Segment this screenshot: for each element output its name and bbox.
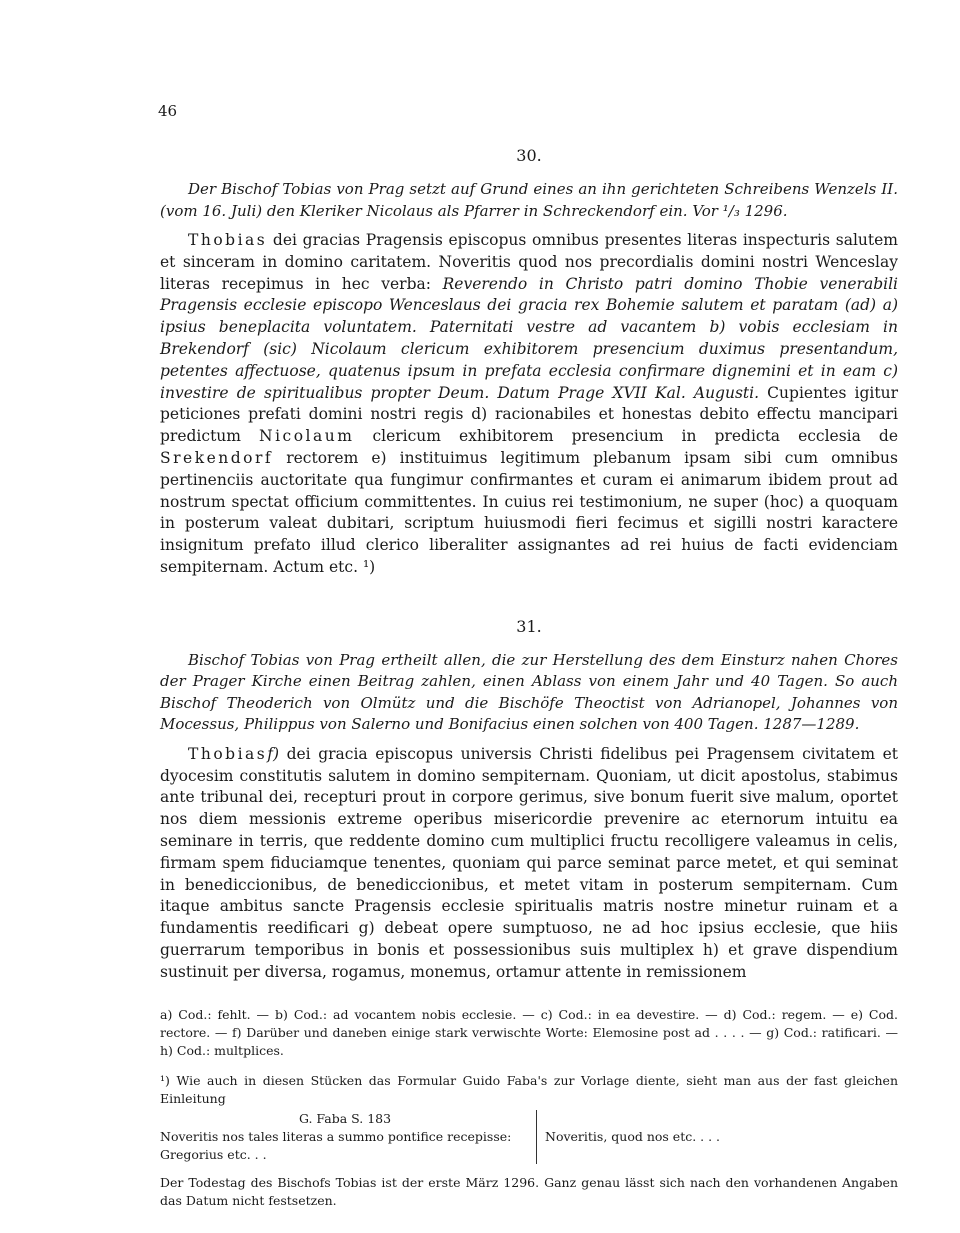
source-reference: G. Faba S. 183 bbox=[298, 1110, 392, 1126]
footnotes bbox=[160, 1006, 898, 1210]
document-body bbox=[160, 230, 898, 579]
place-name: Srekendorf bbox=[160, 448, 274, 467]
comparison-text: Noveritis nos tales literas a summo pontifice recepisse: bbox=[160, 1128, 512, 1144]
comparison-text: Gregorius etc. . . bbox=[160, 1146, 267, 1162]
issuer-name: Thobias bbox=[188, 744, 268, 763]
page-number: 46 bbox=[158, 102, 178, 120]
footnote-apparatus: a) Cod.: fehlt. — b) Cod.: ad vocantem nobis ecclesie. — c) Cod.: in ea devestire. — d) Cod.: regem. — e) Cod. rectore. — f) Darüber und daneben einige stark verwischte Worte: Elemosine post ad . . . . — g) Cod.: ratificari. — h) Cod.: multplices. bbox=[160, 1006, 898, 1058]
issuer-name: Thobias bbox=[188, 231, 268, 249]
document-summary: Bischof Tobias von Prag ertheilt allen, die zur Herstellung des dem Einsturz nahen Chores der Prager Kirche einen Beitrag zahlen, einen Ablass von einem Jahr und 40 Tagen. So auch Bischof Theoderich von Olmütz und die Bischöfe Theoctist von Adrianopel, Johannes von Mocessus, Philippus von Salerno und Bonifacius einen solchen von 400 Tagen. 1287—1289. bbox=[160, 650, 898, 734]
document-summary: Der Bischof Tobias von Prag setzt auf Grund eines an ihn gerichteten Schreibens Wenzels II. (vom 16. Juli) den Kleriker Nicolaus als Pfarrer in Schreckendorf ein. Vor ¹/₃ 1296. bbox=[160, 180, 898, 220]
body-segment: Cupientes igitur peticiones prefati domini nostri regis d) racionabiles et honestas debito effectu mancipari predictum bbox=[160, 383, 899, 446]
footnote-marker: f) bbox=[267, 744, 280, 763]
quoted-letter: Reverendo in Christo patri domino Thobie venerabili Pragensis ecclesie episcopo Wenceslaus dei gracia rex Bohemie salutem et paratam (ad) a) ipsius beneplacita voluntatem. Paternitati vestre ad vacantem b) vobis ecclesiam in Brekendorf (sic) Nicolaum clericum exhibitorem presencium duximus presentandum, petentes affectuose, quatenus ipsum in prefata ecclesia confirmare dignemini et in eam c) investire de spiritualibus propter Deum. Datum Prage XVII Kal. Augusti. bbox=[160, 274, 898, 402]
body-segment: clericum exhibitorem presencium in predicta ecclesia de bbox=[354, 427, 898, 446]
document-number: 31. bbox=[516, 616, 542, 636]
page-content bbox=[160, 0, 898, 1210]
body-segment: dei gracia episcopus universis Christi fidelibus pei Pragensem civitatem et dyocesim constitutis salutem in domino sempiternam. Quoniam, ut dicit apostolus, stabimus ante tribunal dei, recepturi prout in corpore gerimus, sive bonum fuerit sive malum, oportet nos diem messionis extreme operibus misericordie prevenire ac eternorum intuitu ea seminare in terris, que reddente domino cum multiplici fructu recolligere valeamus in celis, firmam spem fiduciamque tenentes, quoniam qui parce seminat parce metet, et qui seminat in benediccionibus, de benediccionibus, et metet vitam in posterum sempiternam. Cum itaque ambitus sancte Pragensis ecclesie spiritualis matris nostre minetur ruinam et a fundamentis reedificari g) debeat opere sumptuoso, ne ad hoc ipsius ecclesie, que hiis guerrarum temporibus in bonis et possessionibus suis multiplex h) et grave dispendium sustinuit per diversa, rogamus, monemus, ortamur attente in remissionem bbox=[160, 744, 898, 981]
document-body bbox=[160, 744, 898, 984]
comparison-table bbox=[160, 1110, 898, 1164]
comparison-left bbox=[160, 1110, 537, 1164]
body-segment: rectorem e) instituimus legitimum plebanum ipsam sibi cum omnibus pertinenciis auctoritate qua fungimur confirmantes et curam ei animarum ibidem prout ad nostrum spectat officium committentes. In cuius rei testimonium, ne super (hoc) a quoquam in posterum valeat dubitari, scriptum huiusmodi fieri fecimus et sigilli nostri karactere insignitum prefato illud clerico liberaliter assignantes ad rei huius de facti evidenciam sempiternam. Actum etc. ¹) bbox=[160, 448, 898, 576]
comparison-right: Noveritis, quod nos etc. . . . bbox=[545, 1128, 721, 1144]
footnote-note: ¹) Wie auch in diesen Stücken das Formular Guido Faba's zur Vorlage diente, sieht man aus der fast gleichen Einleitung bbox=[160, 1072, 898, 1106]
person-name: Nicolaum bbox=[259, 427, 355, 446]
footnote-note: Der Todestag des Bischofs Tobias ist der erste März 1296. Ganz genau lässt sich nach den vorhandenen Angaben das Datum nicht festsetzen. bbox=[160, 1174, 898, 1208]
body-segment: dei gracias Pragensis episcopus omnibus presentes literas inspecturis salutem et sinceram in domino caritatem. Noveritis quod nos precordialis domini nostri Wenceslay literas recepimus in hec verba: bbox=[160, 231, 898, 293]
document-number: 30. bbox=[516, 146, 542, 165]
